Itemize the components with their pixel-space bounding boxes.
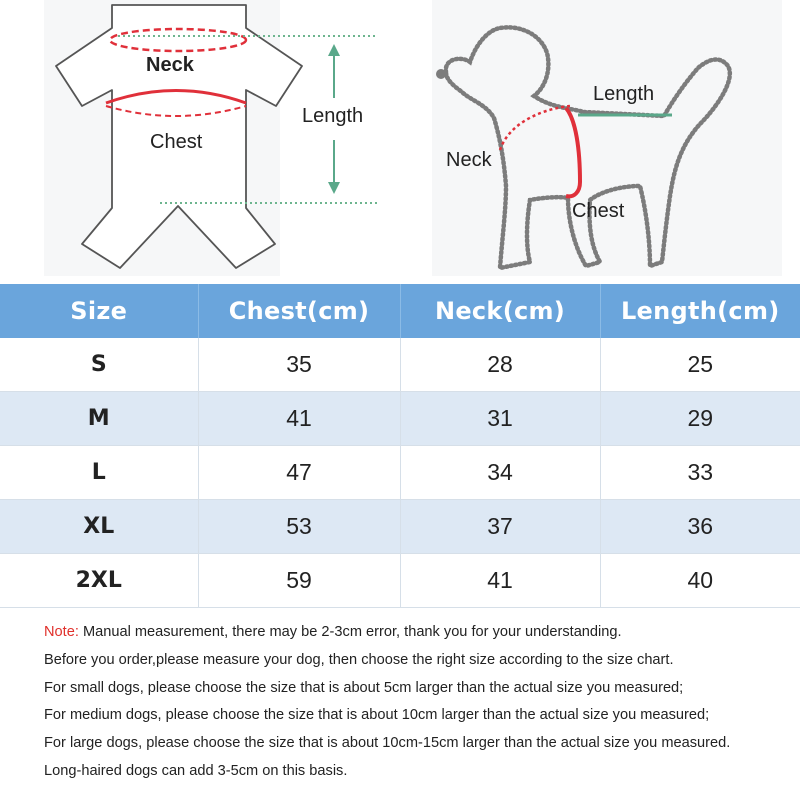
table-row (0, 338, 800, 392)
table-header-row (0, 284, 800, 338)
dog-illustration (432, 0, 782, 276)
neck-cell: 34 (400, 446, 600, 500)
chest-cell: 53 (198, 500, 400, 554)
size-chart-table (0, 284, 800, 608)
note-label: Note: (44, 624, 79, 640)
note-line: Before you order,please measure your dog, then choose the right size according to the size chart. (44, 651, 674, 668)
note-line (44, 619, 800, 647)
dog-chest-label: Chest (572, 200, 625, 222)
size-cell: XL (0, 500, 198, 554)
shirt-length-label: Length (302, 105, 364, 127)
length-cell: 29 (600, 392, 800, 446)
length-cell: 33 (600, 446, 800, 500)
length-cell: 40 (600, 554, 800, 608)
table-row (0, 500, 800, 554)
chest-cell: 59 (198, 554, 400, 608)
header-length: Length(cm) (600, 284, 800, 338)
header-chest: Chest(cm) (198, 284, 400, 338)
note-line: Long-haired dogs can add 3-5cm on this basis. (44, 762, 348, 779)
shirt-neck-label: Neck (146, 54, 194, 76)
size-cell: 2XL (0, 554, 198, 608)
neck-cell: 31 (400, 392, 600, 446)
header-neck: Neck(cm) (400, 284, 600, 338)
table-row (0, 392, 800, 446)
note-line: For medium dogs, please choose the size that is about 10cm larger than the actual size you measured; (44, 707, 710, 724)
header-size: Size (0, 284, 198, 338)
notes-section (44, 619, 800, 786)
table-row (0, 446, 800, 500)
shirt-illustration (44, 0, 378, 276)
chest-cell: 47 (198, 446, 400, 500)
length-cell: 36 (600, 500, 800, 554)
chest-cell: 41 (198, 392, 400, 446)
dog-length-label: Length (593, 83, 655, 105)
chest-cell: 35 (198, 338, 400, 392)
measurement-diagram (0, 0, 800, 280)
neck-cell: 37 (400, 500, 600, 554)
note-line: For small dogs, please choose the size that is about 5cm larger than the actual size you measured; (44, 679, 684, 696)
neck-cell: 41 (400, 554, 600, 608)
dog-neck-label: Neck (446, 149, 492, 171)
neck-cell: 28 (400, 338, 600, 392)
length-cell: 25 (600, 338, 800, 392)
note-text: Manual measurement, there may be 2-3cm error, thank you for your understanding. (78, 624, 622, 640)
note-line: For large dogs, please choose the size that is about 10cm-15cm larger than the actual size you measured. (44, 735, 731, 752)
size-cell: M (0, 392, 198, 446)
shirt-chest-label: Chest (150, 131, 203, 153)
size-cell: S (0, 338, 198, 392)
table-row (0, 554, 800, 608)
size-cell: L (0, 446, 198, 500)
